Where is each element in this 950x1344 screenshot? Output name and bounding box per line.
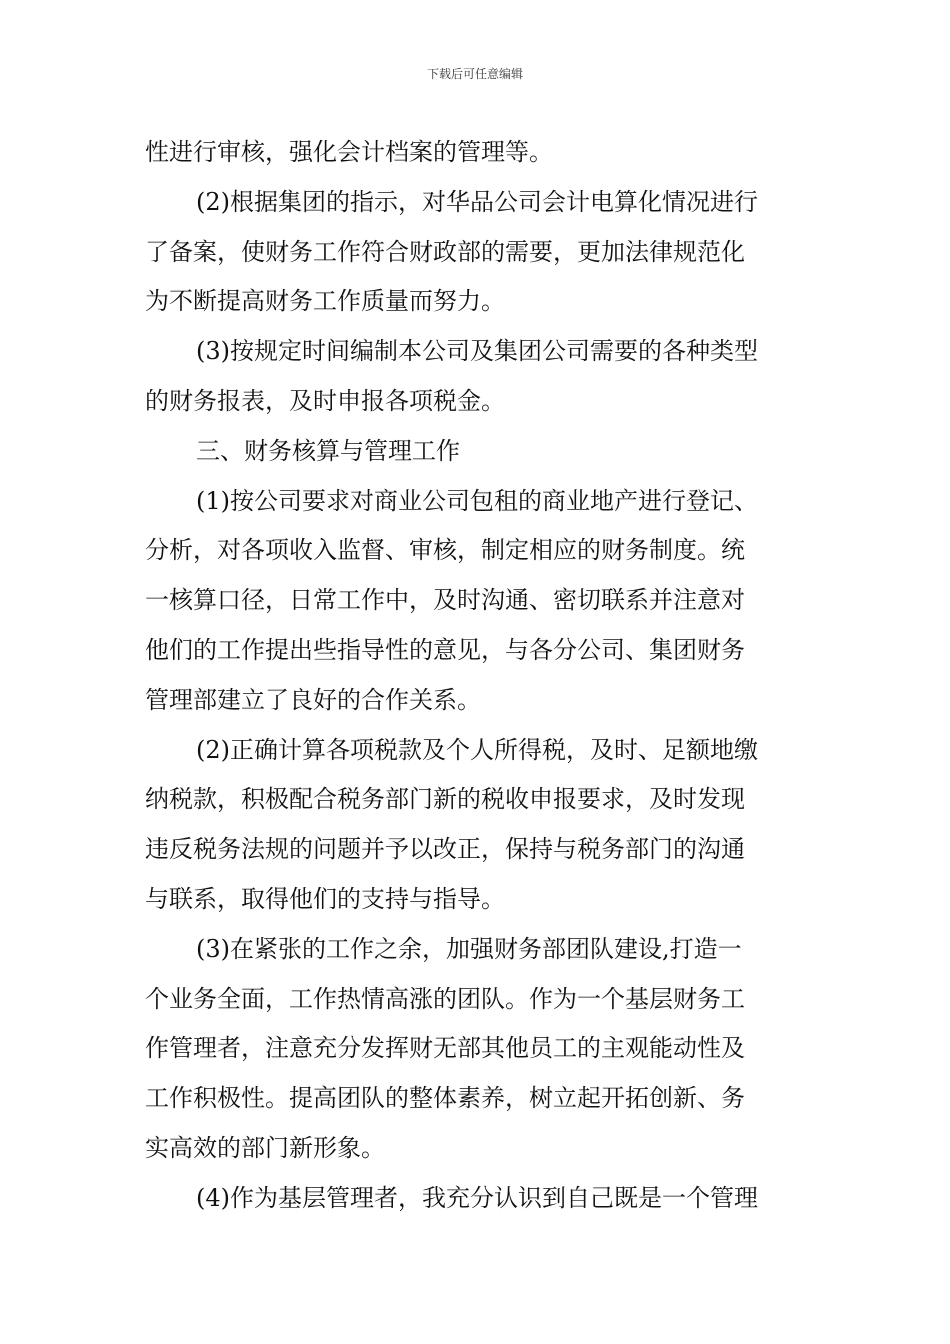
text-line: 个业务全面，工作热情高涨的团队。作为一个基层财务工 (145, 984, 745, 1013)
text-line: 为不断提高财务工作质量而努力。 (145, 287, 505, 316)
text-line: (1)按公司要求对商业公司包租的商业地产进行登记、 (196, 486, 758, 515)
text-line: 分析，对各项收入监督、审核，制定相应的财务制度。统 (145, 536, 745, 565)
page-header-note: 下载后可任意编辑 (426, 67, 523, 81)
text-line: 了备案，使财务工作符合财政部的需要，更加法律规范化 (145, 237, 745, 266)
text-line: (2)正确计算各项税款及个人所得税，及时、足额地缴 (196, 735, 758, 764)
text-line: 违反税务法规的问题并予以改正，保持与税务部门的沟通 (145, 835, 745, 864)
text-line: (3)按规定时间编制本公司及集团公司需要的各种类型 (196, 337, 758, 366)
text-line: 他们的工作提出些指导性的意见，与各分公司、集团财务 (145, 635, 745, 664)
text-line: 作管理者，注意充分发挥财无部其他员工的主观能动性及 (145, 1034, 745, 1063)
text-line: 纳税款，积极配合税务部门新的税收申报要求，及时发现 (145, 785, 745, 814)
text-line: (3)在紧张的工作之余，加强财务部团队建设,打造一 (196, 934, 742, 963)
text-line: 三、财务核算与管理工作 (196, 436, 460, 465)
text-line: (4)作为基层管理者，我充分认识到自己既是一个管理 (196, 1183, 758, 1212)
text-line: 管理部建立了良好的合作关系。 (145, 685, 481, 714)
document-body (145, 128, 815, 1224)
text-line: 一核算口径，日常工作中，及时沟通、密切联系并注意对 (145, 586, 745, 615)
text-line: 的财务报表，及时申报各项税金。 (145, 386, 505, 415)
text-line: 性进行审核，强化会计档案的管理等。 (145, 138, 553, 166)
text-line: 与联系，取得他们的支持与指导。 (145, 884, 505, 913)
text-line: 实高效的部门新形象。 (145, 1133, 385, 1162)
text-line: 工作积极性。提高团队的整体素养，树立起开拓创新、务 (145, 1084, 745, 1113)
text-line: (2)根据集团的指示，对华品公司会计电算化情况进行 (196, 187, 758, 216)
